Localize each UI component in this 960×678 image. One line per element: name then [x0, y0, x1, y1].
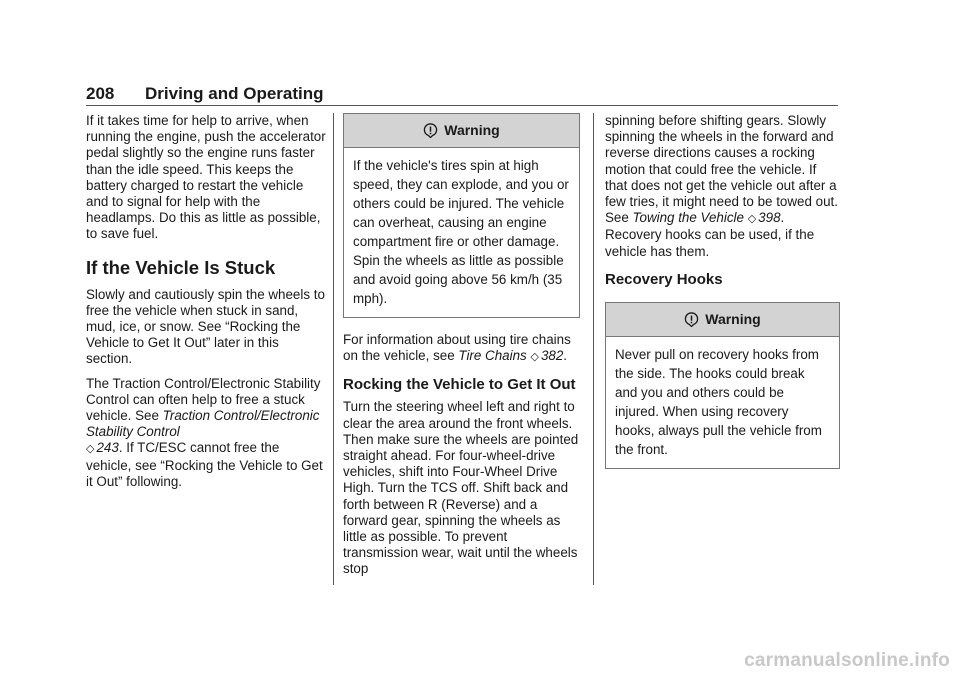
page-ref-icon: ◇	[86, 443, 95, 456]
traction-paragraph: The Traction Control/Electronic Stability Control can often help to free a stuck vehicle. See Traction Control/Electronic Stability Control ◇ 243. If TC/ESC cannot free the vehicle, see “Rocking the Vehicle to Get it Out” following.	[86, 375, 323, 489]
warning-header	[344, 114, 579, 148]
stuck-heading: If the Vehicle Is Stuck	[86, 256, 276, 278]
warning-label: Warning	[705, 311, 761, 328]
column-2	[343, 113, 580, 586]
warning-icon	[423, 123, 438, 138]
rocking-paragraph: Turn the steering wheel left and right to clear the area around the front wheels. Then make sure the wheels are pointed straight ahead. For four-wheel-drive vehicles, shift into Four-Wheel Drive High. Turn the TCS off. Shift back and forth between R (Reverse) and a forward gear, spinning the wheels as little as possible. To prevent transmission wear, wait until the wheels stop	[343, 399, 579, 577]
traction-control-link[interactable]: Traction Control/Electronic Stability Control	[86, 408, 320, 440]
page-ref-icon: ◇	[747, 213, 757, 226]
page-ref-382[interactable]: 382	[540, 348, 564, 364]
warning-box-recovery-hooks	[605, 302, 840, 469]
column-3	[605, 113, 840, 483]
header-rule	[86, 105, 838, 106]
page-ref-icon: ◇	[530, 351, 539, 364]
warning-label: Warning	[444, 122, 500, 139]
stuck-paragraph: Slowly and cautiously spin the wheels to free the vehicle when stuck in sand, mud, ice, or snow. See “Rocking the Vehicle to Get It Out” later in this section.	[86, 286, 325, 367]
page-ref-243[interactable]: 243	[96, 440, 119, 456]
tire-chains-paragraph: For information about using tire chains on the vehicle, see Tire Chains ◇ 382.	[343, 332, 571, 364]
watermark: carmanualsonline.info	[744, 650, 950, 671]
intro-paragraph: If it takes time for help to arrive, when running the engine, push the accelerator pedal slightly so the engine runs faster than the idle speed. This keeps the battery charged to restart the vehicle and to signal for help with the headlamps. Do this as little as possible, to save fuel.	[86, 113, 326, 242]
warning-header	[606, 303, 839, 337]
warning-icon	[684, 312, 699, 327]
page-ref-398[interactable]: 398	[758, 210, 781, 226]
rocking-heading: Rocking the Vehicle to Get It Out	[343, 376, 576, 394]
warning-text: If the vehicle's tires spin at high speed, they can explode, and you or others could be injured. The vehicle can overheat, causing an engine compartment fire or other damage. Spin the wheels as little as possible and avoid going above 56 km/h (35 mph).	[353, 158, 569, 306]
warning-text: Never pull on recovery hooks from the side. The hooks could break and you and others could be injured. When using recovery hooks, always pull the vehicle from the front.	[615, 346, 822, 457]
rocking-continued-paragraph: spinning before shifting gears. Slowly spinning the wheels in the forward and reverse directions causes a rocking motion that could free the vehicle. If that does not get the vehicle out after a few tries, it might need to be towed out. See Towing the Vehicle ◇ 398. Recovery hooks can be used, if the vehicle has them.	[605, 113, 838, 259]
warning-box-tire-spin	[343, 113, 580, 318]
page-number: 208	[86, 84, 115, 103]
column-divider	[593, 113, 594, 585]
section-title: Driving and Operating	[145, 84, 324, 103]
tire-chains-link[interactable]: Tire Chains	[458, 348, 527, 364]
column-1	[86, 113, 326, 498]
column-divider	[333, 113, 334, 585]
recovery-hooks-heading: Recovery Hooks	[605, 270, 723, 288]
towing-link[interactable]: Towing the Vehicle	[632, 210, 744, 226]
